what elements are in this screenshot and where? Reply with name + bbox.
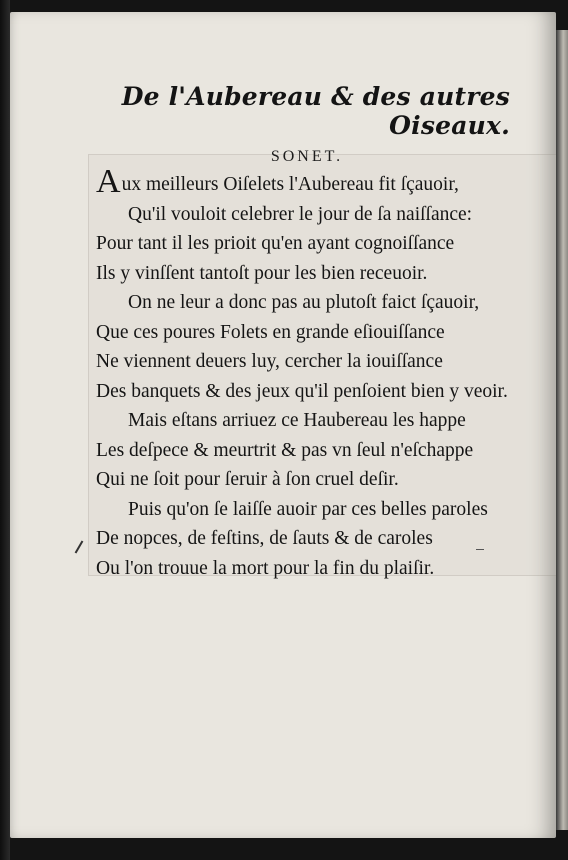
poem-line: Les deſpece & meurtrit & pas vn ſeul n'eſchappe: [96, 439, 474, 461]
poem-line: De nopces, de feſtins, de ſauts & de caroles: [96, 528, 433, 549]
poem-line: Qui ne ſoit pour ſeruir à ſon cruel deſir.: [96, 469, 399, 490]
poem-line: Pour tant il les prioit qu'en ayant cognoiſſance: [96, 233, 455, 254]
sonnet-title: SONET.: [270, 148, 344, 165]
poem-line: Qu'il vouloit celebrer le jour de ſa naiſſance:: [128, 203, 473, 225]
book-binding-edge: [0, 0, 10, 860]
poem-line: Ne viennent deuers luy, cercher la iouiſſance: [96, 351, 443, 372]
poem-line: Puis qu'on ſe laiſſe auoir par ces belles paroles: [128, 498, 488, 520]
running-head: De l'Aubereau & des autres Oiseaux.: [121, 82, 510, 140]
next-page-edge: [556, 30, 568, 830]
poem-line: Ils y vinſſent tantoſt pour les bien receuoir.: [96, 262, 428, 284]
sonnet-body: [96, 163, 556, 583]
poem-line: Que ces poures Folets en grande eſiouiſſance: [96, 321, 445, 343]
drop-cap: A: [96, 163, 121, 200]
poem-line: On ne leur a donc pas au plutoſt faict ſçauoir,: [128, 292, 480, 313]
poem-line: Mais eſtans arriuez ce Haubereau les happe: [128, 410, 466, 431]
poem-line-1: [96, 163, 556, 200]
poem-line: Ou l'on trouue la mort pour la fin du plaiſir.: [96, 557, 435, 579]
poem-line-1-text: ux meilleurs Oiſelets l'Aubereau fit ſçauoir,: [121, 174, 459, 195]
book-page: [10, 12, 556, 838]
margin-dash-mark: [476, 549, 484, 550]
margin-pen-mark: [75, 540, 84, 553]
poem-line: Des banquets & des jeux qu'il penſoient bien y veoir.: [96, 380, 508, 402]
